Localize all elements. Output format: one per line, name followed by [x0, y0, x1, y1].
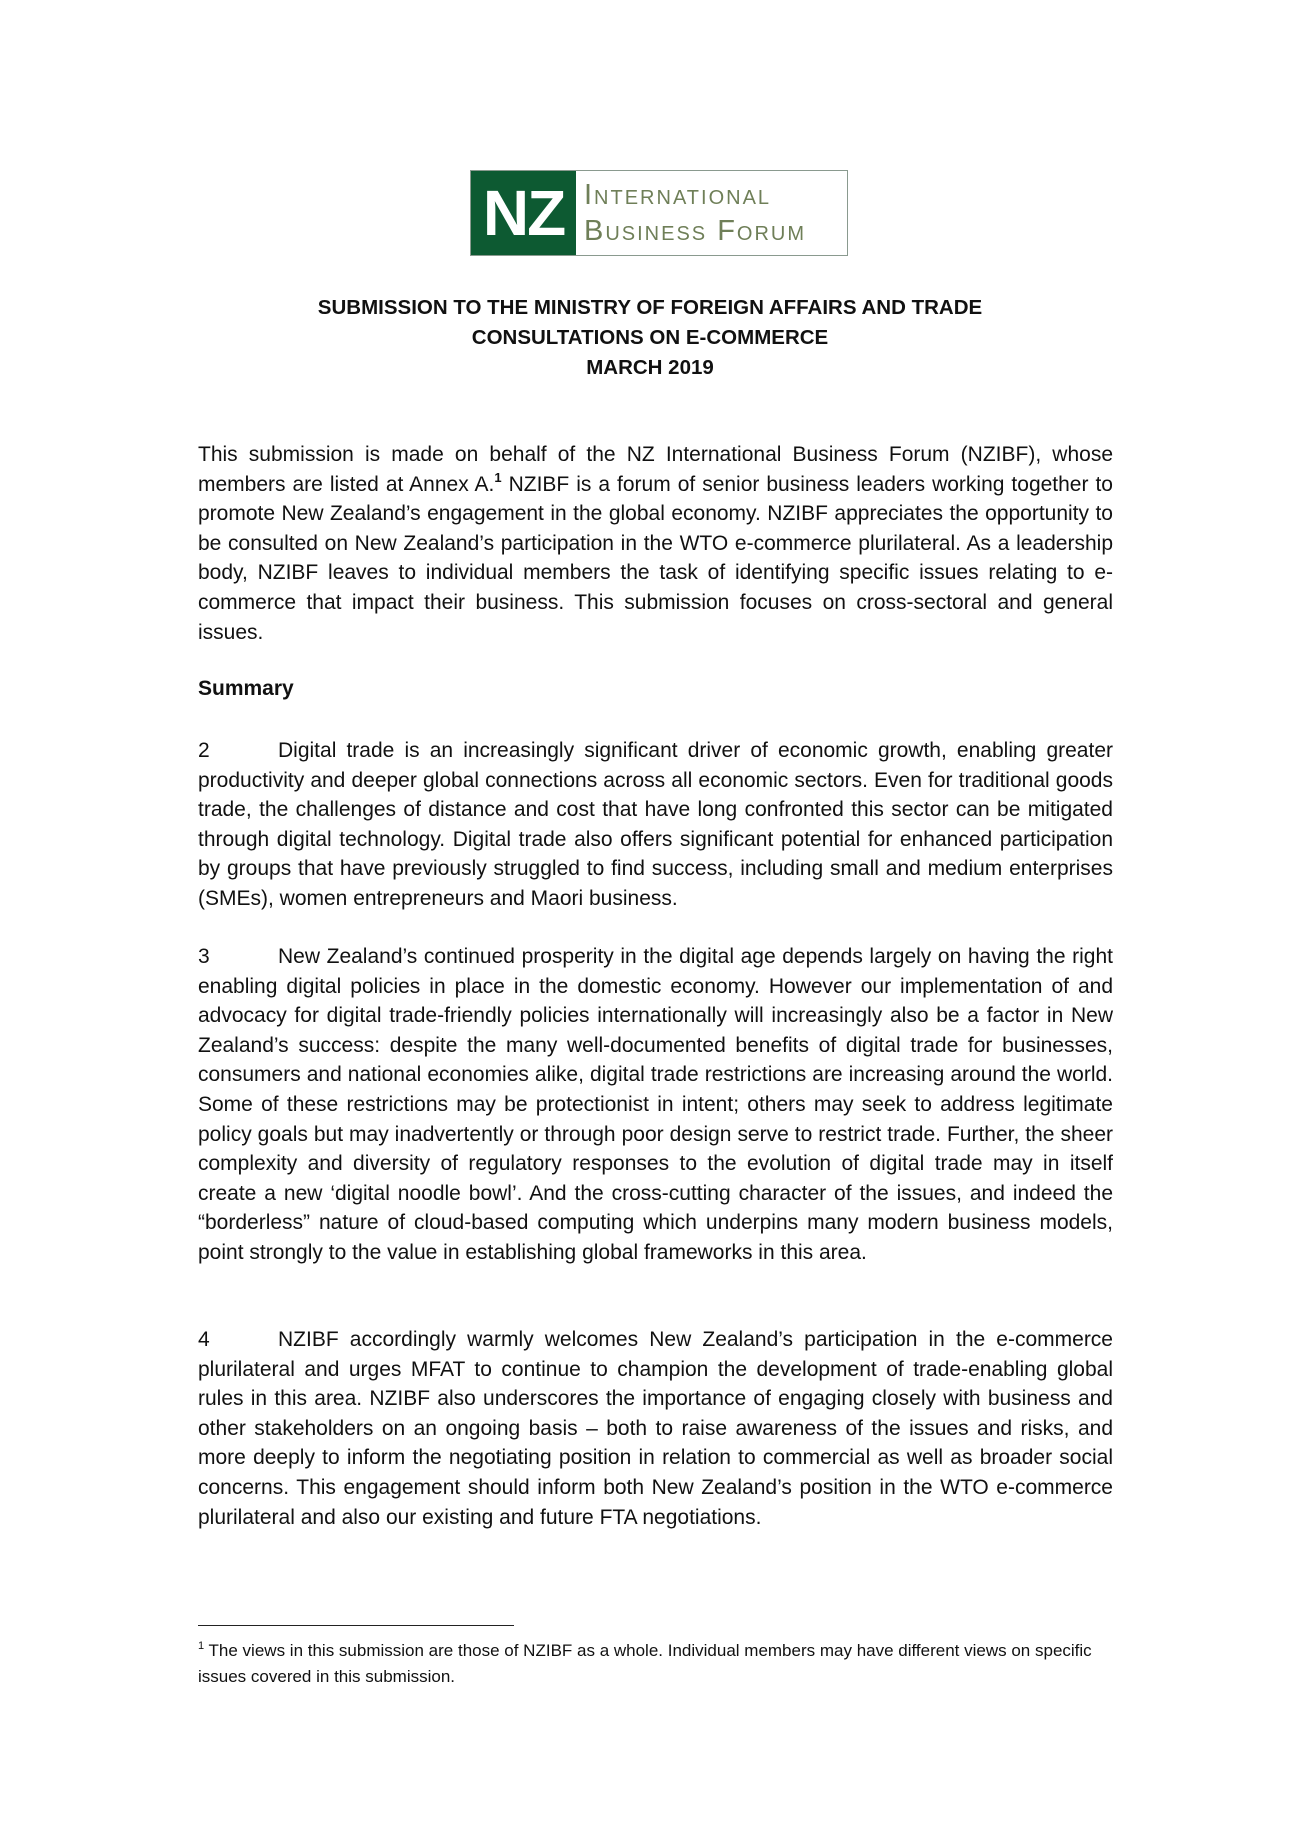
paragraph-number: 4: [198, 1328, 210, 1351]
paragraph-text: NZIBF accordingly warmly welcomes New Zealand’s participation in the e-commerce plurilateral and urges MFAT to continue to champion the development of trade-enabling global rules in this area. NZIBF also underscores the importance of engaging closely with business and other stakeholders on an ongoing basis – both to raise awareness of the issues and risks, and more deeply to inform the negotiating position in relation to commercial as well as broader social concerns. This engagement should inform both New Zealand’s position in the WTO e-commerce plurilateral and also our existing and future FTA negotiations.: [198, 1328, 1113, 1529]
title-line-1: SUBMISSION TO THE MINISTRY OF FOREIGN AFFAIRS AND TRADE: [317, 296, 983, 319]
footnote-number: 1: [198, 1640, 205, 1652]
footnote-text: The views in this submission are those of NZIBF as a whole. Individual members may have different views on specific issues covered in this submission.: [198, 1641, 1092, 1686]
paragraph-text: New Zealand’s continued prosperity in the digital age depends largely on having the right enabling digital policies in place in the domestic economy. However our implementation of and advocacy for digital trade-friendly policies internationally will increasingly also be a factor in New Zealand’s success: despite the many well-documented benefits of digital trade for businesses, consumers and national economies alike, digital trade restrictions are increasing around the world. Some of these restrictions may be protectionist in intent; others may seek to address legitimate policy goals but may inadvertently or through poor design serve to restrict trade. Further, the sheer complexity and diversity of regulatory responses to the evolution of digital trade may in itself create a new ‘digital noodle bowl’. And the cross-cutting character of the issues, and indeed the “borderless” nature of cloud-based computing which underpins many modern business models, point strongly to the value in establishing global frameworks in this area.: [198, 945, 1113, 1264]
footnote-divider: [198, 1625, 514, 1626]
intro-paragraph: [198, 440, 1113, 647]
summary-heading: Summary: [198, 677, 294, 700]
logo-wordmark: [576, 171, 847, 255]
title-line-2: CONSULTATIONS ON E-COMMERCE: [471, 326, 829, 349]
document-title: [0, 293, 1300, 383]
paragraph-number: 2: [198, 739, 210, 762]
paragraph-4: [198, 1325, 1113, 1532]
paragraph-2: [198, 736, 1113, 914]
footnote: [198, 1638, 1113, 1690]
nzibf-logo: [470, 170, 848, 256]
title-line-3: MARCH 2019: [586, 356, 714, 379]
intro-text-a: This submission is made on behalf of the NZ International Business Forum (NZIBF), whose members are listed at Annex A.: [198, 443, 1113, 496]
paragraph-number: 3: [198, 945, 210, 968]
logo-line-1: International: [584, 179, 772, 211]
footnote-reference: 1: [494, 469, 502, 485]
logo-mark: NZ: [471, 171, 576, 255]
paragraph-3: [198, 942, 1113, 1268]
paragraph-text: Digital trade is an increasingly significant driver of economic growth, enabling greater productivity and deeper global connections across all economic sectors. Even for traditional goods trade, the challenges of distance and cost that have long confronted this sector can be mitigated through digital technology. Digital trade also offers significant potential for enhanced participation by groups that have previously struggled to find success, including small and medium enterprises (SMEs), women entrepreneurs and Maori business.: [198, 739, 1113, 910]
intro-text-b: NZIBF is a forum of senior business leaders working together to promote New Zealand’s engagement in the global economy. NZIBF appreciates the opportunity to be consulted on New Zealand’s participation in the WTO e-commerce plurilateral. As a leadership body, NZIBF leaves to individual members the task of identifying specific issues relating to e-commerce that impact their business. This submission focuses on cross-sectoral and general issues.: [198, 472, 1113, 644]
logo-line-2: Business Forum: [584, 215, 807, 247]
